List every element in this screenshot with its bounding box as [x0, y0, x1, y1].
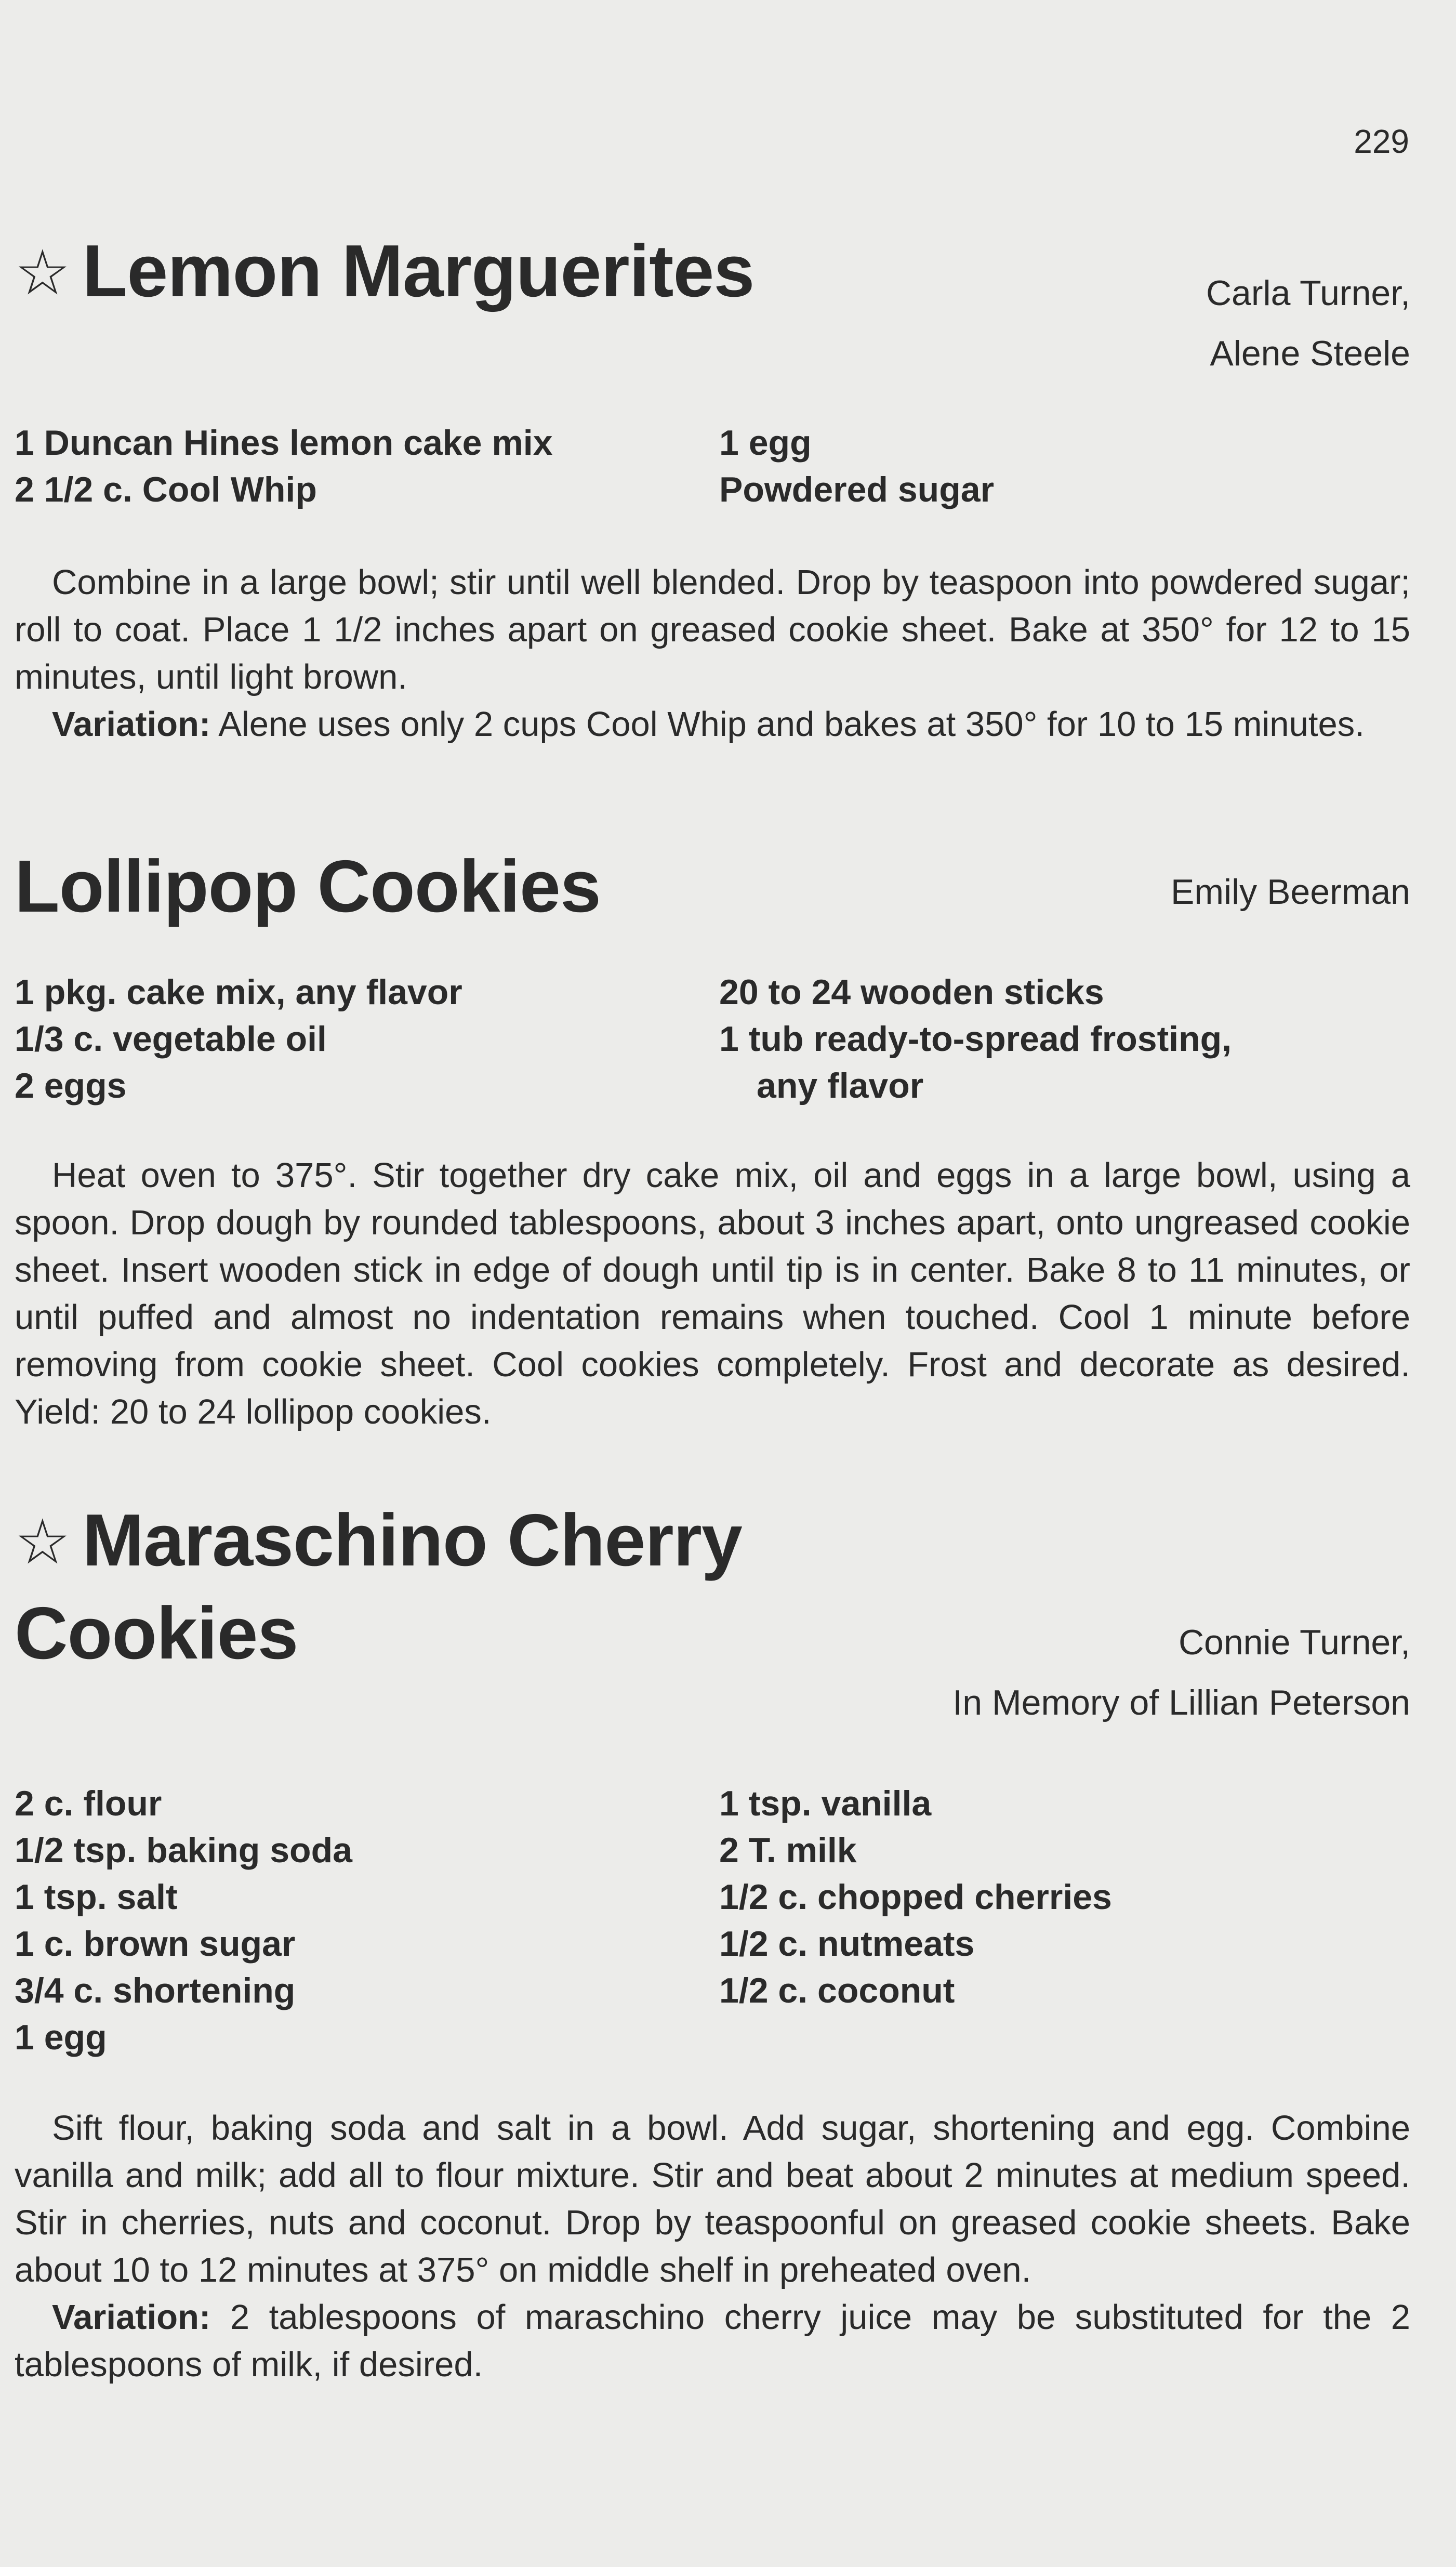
recipe-title-text: Maraschino Cherry: [82, 1499, 742, 1582]
variation-label: Variation:: [52, 705, 211, 744]
recipe-directions: [15, 559, 1410, 748]
recipe-lemon-marguerites: [15, 227, 1410, 748]
ingredient: any flavor: [757, 1066, 924, 1105]
ingredient: 2 c. flour: [15, 1784, 162, 1823]
recipe-maraschino-cherry-cookies: [15, 1496, 1410, 2388]
recipe-credits: [952, 1612, 1410, 1733]
recipe-title: [15, 227, 1410, 320]
recipe-title-text: Cookies: [15, 1592, 298, 1675]
recipe-credits: [1206, 263, 1410, 384]
ingredients-column-right: [719, 969, 1410, 1109]
ingredients-list: [15, 1780, 1410, 2061]
variation-text: 2 tablespoons of maraschino cherry juice may be substituted for the 2 tablespoons of milk, if desired.: [15, 2298, 1410, 2384]
ingredient: 2 1/2 c. Cool Whip: [15, 470, 317, 509]
variation-note: [15, 701, 1410, 748]
ingredients-column-left: [15, 969, 719, 1109]
ingredients-column-right: [719, 419, 1410, 513]
ingredient: 20 to 24 wooden sticks: [719, 972, 1104, 1012]
recipe-header: [15, 227, 1410, 373]
ingredient: 1/3 c. vegetable oil: [15, 1019, 327, 1059]
page-number: 229: [1354, 123, 1409, 160]
recipe-header: [15, 1496, 1410, 1722]
ingredient: 1/2 tsp. baking soda: [15, 1831, 352, 1870]
credit-line: Alene Steele: [1210, 334, 1410, 373]
ingredient: 1/2 c. coconut: [719, 1971, 955, 2010]
recipe-header: [15, 842, 1410, 931]
ingredient: 1 Duncan Hines lemon cake mix: [15, 423, 553, 463]
ingredient: 1 tsp. salt: [15, 1877, 178, 1917]
variation-note: [15, 2294, 1410, 2388]
ingredient: 1 pkg. cake mix, any flavor: [15, 972, 462, 1012]
ingredients-list: [15, 419, 1410, 513]
credit-line: Emily Beerman: [1170, 872, 1410, 912]
recipe-title-text: Lollipop Cookies: [15, 845, 601, 928]
credit-line: In Memory of Lillian Peterson: [952, 1683, 1410, 1722]
directions-text: Combine in a large bowl; stir until well blended. Drop by teaspoon into powdered sugar; roll to coat. Place 1 1/2 inches apart on greased cookie sheet. Bake at 350° for 12 to 15 minutes, until light brown.: [15, 563, 1410, 696]
recipe-title-text: Lemon Marguerites: [82, 230, 755, 312]
variation-text: Alene uses only 2 cups Cool Whip and bakes at 350° for 10 to 15 minutes.: [210, 705, 1365, 744]
credit-line: Connie Turner,: [1178, 1623, 1410, 1662]
ingredient: 2 T. milk: [719, 1831, 857, 1870]
star-icon: ☆: [15, 238, 70, 308]
ingredients-column-left: [15, 419, 719, 513]
star-icon: ☆: [15, 1507, 70, 1577]
ingredient: 1 c. brown sugar: [15, 1924, 296, 1964]
ingredient: 2 eggs: [15, 1066, 127, 1105]
recipe-lollipop-cookies: [15, 842, 1410, 1436]
ingredient: 1 tsp. vanilla: [719, 1784, 932, 1823]
ingredients-list: [15, 969, 1410, 1109]
ingredient: 1 tub ready-to-spread frosting,: [719, 1019, 1232, 1059]
ingredient: 1 egg: [719, 423, 812, 463]
directions-text: Sift flour, baking soda and salt in a bowl. Add sugar, shortening and egg. Combine vanilla and milk; add all to flour mixture. Stir and beat about 2 minutes at medium speed. Stir in cherries, nuts and coconut. Drop by teaspoonful on greased cookie sheets. Bake about 10 to 12 minutes at 375° on middle shelf in preheated oven.: [15, 2109, 1410, 2289]
directions-text: Heat oven to 375°. Stir together dry cake mix, oil and eggs in a large bowl, using a spoon. Drop dough by rounded tablespoons, about 3 inches apart, onto ungreased cookie sheet. Insert wooden stick in edge of dough until tip is in center. Bake 8 to 11 minutes, or until puffed and almost no indentation remains when touched. Cool 1 minute before removing from cookie sheet. Cool cookies completely. Frost and decorate as desired. Yield: 20 to 24 lollipop cookies.: [15, 1156, 1410, 1431]
ingredient: 1 egg: [15, 2018, 107, 2057]
credit-line: Carla Turner,: [1206, 273, 1410, 313]
ingredient: Powdered sugar: [719, 470, 995, 509]
ingredients-column-left: [15, 1780, 719, 2061]
ingredients-column-right: [719, 1780, 1410, 2061]
recipe-credits: [1171, 862, 1410, 922]
variation-label: Variation:: [52, 2298, 211, 2337]
ingredient: 1/2 c. nutmeats: [719, 1924, 975, 1964]
recipe-directions: [15, 2104, 1410, 2388]
ingredient: 1/2 c. chopped cherries: [719, 1877, 1112, 1917]
recipe-directions: [15, 1152, 1410, 1436]
ingredient: 3/4 c. shortening: [15, 1971, 296, 2010]
